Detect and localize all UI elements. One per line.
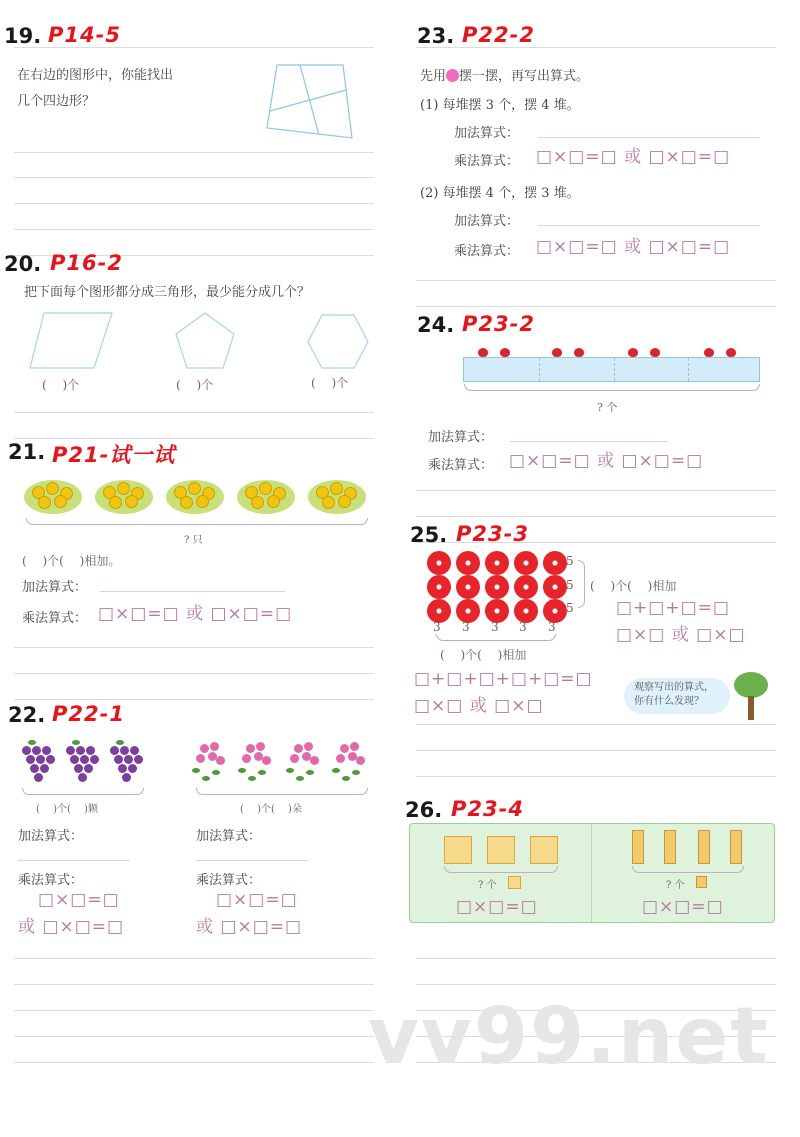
multiplication-equation[interactable]: □×□=□ 或 □×□=□ (509, 451, 704, 471)
strawberry-icon (500, 348, 510, 357)
red-flower-icon (514, 551, 538, 575)
divider (591, 824, 592, 922)
answer-line[interactable] (416, 984, 776, 985)
answer-line[interactable] (14, 958, 374, 959)
leaf-icon (248, 776, 256, 781)
addition-label: 加法算式： (428, 430, 494, 445)
parallelogram-shape (28, 312, 114, 370)
row-count: 5 (566, 554, 574, 568)
addition-answer-line[interactable] (18, 860, 130, 861)
answer-blank[interactable]: ( )个 (42, 378, 80, 392)
multiplication-equation[interactable]: □×□=□ (38, 890, 120, 910)
quadrilateral-figure (264, 60, 360, 142)
red-flower-icon (427, 551, 451, 575)
leaf-icon (332, 768, 340, 773)
strawberry-icon (628, 348, 638, 357)
leaf-icon (238, 768, 246, 773)
intro-text: 摆一摆，再写出算式。 (459, 69, 590, 84)
flower-icon (336, 754, 345, 763)
red-flower-icon (456, 575, 480, 599)
block-column-icon (698, 830, 710, 864)
grape-icon (30, 764, 39, 773)
question-number: 25. (410, 523, 448, 547)
flower-icon (294, 744, 303, 753)
strawberry-icon (552, 348, 562, 357)
brace (22, 788, 144, 795)
brace (578, 560, 585, 608)
grape-icon (78, 773, 87, 782)
grape-icon (22, 746, 31, 755)
rule-line (14, 47, 374, 48)
page-reference: P16-2 (50, 251, 123, 275)
grape-icon (26, 755, 35, 764)
block-icon (696, 876, 707, 888)
divider (539, 358, 540, 381)
chick-icon (322, 496, 335, 509)
page-reference: P23-4 (451, 797, 524, 821)
chick-icon (117, 482, 130, 495)
grape-icon (42, 746, 51, 755)
answer-line[interactable] (416, 280, 776, 281)
multiplication-label: 乘法算式： (454, 154, 520, 169)
part-1-text: (1) 每堆摆 3 个，摆 4 堆。 (420, 98, 580, 113)
addition-label: 加法算式： (196, 829, 262, 844)
grape-icon (120, 746, 129, 755)
page-reference: P14-5 (48, 23, 121, 47)
question-number: 26. (405, 798, 443, 822)
answer-line[interactable] (416, 750, 776, 751)
flower-icon (200, 744, 209, 753)
fill-in-blank[interactable]: ( )个( )相加 (440, 648, 527, 662)
multiplication-label: 乘法算式： (18, 873, 84, 888)
multiplication-label: 乘法算式： (196, 873, 262, 888)
tree-trunk (748, 696, 754, 720)
addition-label: 加法算式： (22, 580, 88, 595)
multiplication-label: 乘法算式： (22, 611, 88, 626)
fill-in-blank[interactable]: ( )个( )相加 (590, 579, 677, 593)
grape-icon (84, 764, 93, 773)
leaf-icon (296, 776, 304, 781)
leaf-icon (258, 770, 266, 775)
brace (436, 634, 556, 641)
grape-icon (80, 755, 89, 764)
answer-line[interactable] (14, 673, 374, 674)
grape-icon (34, 773, 43, 782)
flower-icon (216, 756, 225, 765)
flower-icon (246, 744, 255, 753)
question-number: 20. (4, 252, 42, 276)
chick-icon (196, 495, 209, 508)
chick-icon (267, 495, 280, 508)
chick-icon (188, 482, 201, 495)
exercise-panel (409, 823, 775, 923)
rule-line (416, 306, 776, 307)
brace (196, 788, 368, 795)
column-count: 3 (548, 620, 556, 634)
addition-label: 加法算式： (454, 214, 520, 229)
multiplication-equation[interactable]: □×□ 或 □×□ (616, 625, 746, 645)
answer-line[interactable] (14, 152, 374, 153)
grape-icon (122, 773, 131, 782)
grape-icon (32, 746, 41, 755)
leaf-icon (306, 770, 314, 775)
window-tile-icon (444, 836, 472, 864)
answer-line[interactable] (14, 229, 374, 230)
leaf-icon (212, 770, 220, 775)
chick-icon (180, 496, 193, 509)
grape-icon (114, 755, 123, 764)
strawberry-icon (650, 348, 660, 357)
multiplication-equation[interactable]: □×□=□ (456, 897, 538, 917)
leaf-icon (286, 768, 294, 773)
addition-answer-line[interactable] (538, 225, 760, 226)
answer-line[interactable] (14, 1036, 374, 1037)
answer-blank[interactable]: ( )个 (176, 378, 214, 392)
page-reference: P22-2 (462, 23, 535, 47)
grape-icon (118, 764, 127, 773)
leaf-icon (202, 776, 210, 781)
question-number: 19. (4, 24, 42, 48)
grape-icon (134, 755, 143, 764)
grape-icon (130, 746, 139, 755)
page-reference: P23-2 (462, 312, 535, 336)
chick-icon (109, 496, 122, 509)
addition-answer-line[interactable] (100, 591, 285, 592)
divider (688, 358, 689, 381)
leaf-icon (192, 768, 200, 773)
brace (632, 866, 744, 873)
red-flower-icon (427, 575, 451, 599)
chick-icon (330, 482, 343, 495)
chick-icon (54, 495, 67, 508)
part-2-text: (2) 每堆摆 4 个，摆 3 堆。 (420, 186, 580, 201)
chick-icon (338, 495, 351, 508)
answer-line[interactable] (14, 984, 374, 985)
chick-icon (251, 496, 264, 509)
multiplication-equation[interactable]: 或 □×□=□ (18, 917, 125, 937)
strawberry-icon (726, 348, 736, 357)
tree-character-icon (734, 672, 768, 698)
column-count: 3 (433, 620, 441, 634)
multiplication-equation[interactable]: □×□=□ 或 □×□=□ (536, 147, 731, 167)
grape-icon (90, 755, 99, 764)
question-intro (420, 65, 589, 84)
question-text: 几个四边形？ (17, 94, 96, 109)
chick-icon (38, 496, 51, 509)
block-column-icon (730, 830, 742, 864)
addition-equation[interactable]: □+□+□=□ (616, 598, 730, 618)
flower-icon (242, 754, 251, 763)
divider (614, 358, 615, 381)
multiplication-equation[interactable]: □×□ 或 □×□ (414, 696, 544, 716)
answer-line[interactable] (14, 1010, 374, 1011)
multiplication-label: 乘法算式： (454, 244, 520, 259)
rule-line (416, 47, 776, 48)
multiplication-equation[interactable]: □×□=□ (216, 890, 298, 910)
row-count: 5 (566, 601, 574, 615)
page-reference: P21-试一试 (52, 443, 176, 467)
grape-icon (40, 764, 49, 773)
answer-line[interactable] (416, 490, 776, 491)
strawberry-icon (478, 348, 488, 357)
rule-line (416, 776, 776, 777)
question-number: 21. (8, 440, 46, 464)
answer-line[interactable] (14, 203, 374, 204)
brace (464, 384, 760, 391)
chick-icon (259, 482, 272, 495)
leaf-icon (28, 740, 36, 745)
page-reference: P23-3 (456, 522, 529, 546)
flower-icon (210, 742, 219, 751)
rule-line (14, 699, 374, 700)
answer-line[interactable] (416, 958, 776, 959)
question-number: 24. (417, 313, 455, 337)
multiplication-equation[interactable]: □×□=□ (642, 897, 724, 917)
flower-icon (256, 742, 265, 751)
answer-line[interactable] (14, 1062, 374, 1063)
pentagon-shape (174, 312, 236, 370)
grape-icon (46, 755, 55, 764)
addition-answer-line[interactable] (510, 441, 668, 442)
fill-in-blank[interactable]: ( )个( )朵 (240, 804, 302, 815)
total-label: ? 个 (666, 880, 685, 891)
strawberry-bar-diagram (463, 357, 760, 382)
flower-icon (290, 754, 299, 763)
flower-icon (196, 754, 205, 763)
block-column-icon (664, 830, 676, 864)
answer-line[interactable] (416, 724, 776, 725)
strawberry-icon (574, 348, 584, 357)
leaf-icon (72, 740, 80, 745)
flower-icon (356, 756, 365, 765)
chick-icon (125, 495, 138, 508)
leaf-icon (342, 776, 350, 781)
addition-label: 加法算式： (454, 126, 520, 141)
tile-icon (508, 876, 521, 889)
block-column-icon (632, 830, 644, 864)
red-flower-icon (456, 551, 480, 575)
grape-icon (124, 755, 133, 764)
answer-line[interactable] (14, 647, 374, 648)
red-flower-icon (485, 575, 509, 599)
question-number: 23. (417, 24, 455, 48)
row-count: 5 (566, 578, 574, 592)
intro-text: 先用 (420, 69, 447, 84)
multiplication-label: 乘法算式： (428, 458, 494, 473)
grape-icon (36, 755, 45, 764)
addition-equation[interactable]: □+□+□+□+□=□ (414, 669, 593, 689)
leaf-icon (352, 770, 360, 775)
addition-label: 加法算式： (18, 829, 84, 844)
page-reference: P22-1 (52, 702, 125, 726)
grape-icon (110, 746, 119, 755)
grape-icon (76, 746, 85, 755)
grape-icon (86, 746, 95, 755)
leaf-icon (116, 740, 124, 745)
fill-in-blank[interactable]: ( )个( )相加。 (22, 554, 121, 568)
grape-icon (74, 764, 83, 773)
multiplication-equation[interactable]: □×□=□ 或 □×□=□ (536, 237, 731, 257)
window-tile-icon (530, 836, 558, 864)
flower-icon (340, 744, 349, 753)
addition-answer-line[interactable] (538, 137, 760, 138)
flower-icon (262, 756, 271, 765)
red-flower-icon (543, 575, 567, 599)
total-label: ? 只 (184, 535, 203, 546)
counter-dot-icon (446, 69, 459, 82)
answer-blank[interactable]: ( )个 (311, 376, 349, 390)
grape-icon (70, 755, 79, 764)
column-count: 3 (519, 620, 527, 634)
flower-icon (310, 756, 319, 765)
answer-line[interactable] (14, 177, 374, 178)
speech-bubble (624, 678, 730, 714)
multiplication-equation[interactable]: □×□=□ 或 □×□=□ (98, 604, 293, 624)
addition-answer-line[interactable] (196, 860, 308, 861)
column-count: 3 (491, 620, 499, 634)
answer-line[interactable] (14, 412, 374, 413)
multiplication-equation[interactable]: 或 □×□=□ (196, 917, 303, 937)
bubble-text: 你有什么发现？ (634, 696, 704, 707)
column-count: 3 (462, 620, 470, 634)
brace (26, 518, 368, 525)
window-tile-icon (487, 836, 515, 864)
red-flower-icon (543, 551, 567, 575)
flower-icon (350, 742, 359, 751)
question-text: 在右边的图形中，你能找出 (17, 68, 174, 83)
grape-icon (128, 764, 137, 773)
question-number: 22. (8, 703, 46, 727)
chick-icon (46, 482, 59, 495)
question-text: 把下面每个图形都分成三角形，最少能分成几个？ (24, 285, 311, 300)
flower-icon (304, 742, 313, 751)
red-flower-icon (514, 575, 538, 599)
grape-icon (66, 746, 75, 755)
fill-in-blank[interactable]: ( )个( )颗 (36, 804, 98, 815)
total-label: ? 个 (478, 880, 497, 891)
watermark: vv99.net (368, 992, 770, 1082)
strawberry-icon (704, 348, 714, 357)
red-flower-icon (485, 551, 509, 575)
bubble-text: 观察写出的算式， (634, 682, 714, 693)
total-label: ? 个 (597, 401, 618, 414)
brace (444, 866, 558, 873)
hexagon-shape (306, 314, 370, 370)
rule-line (416, 516, 776, 517)
